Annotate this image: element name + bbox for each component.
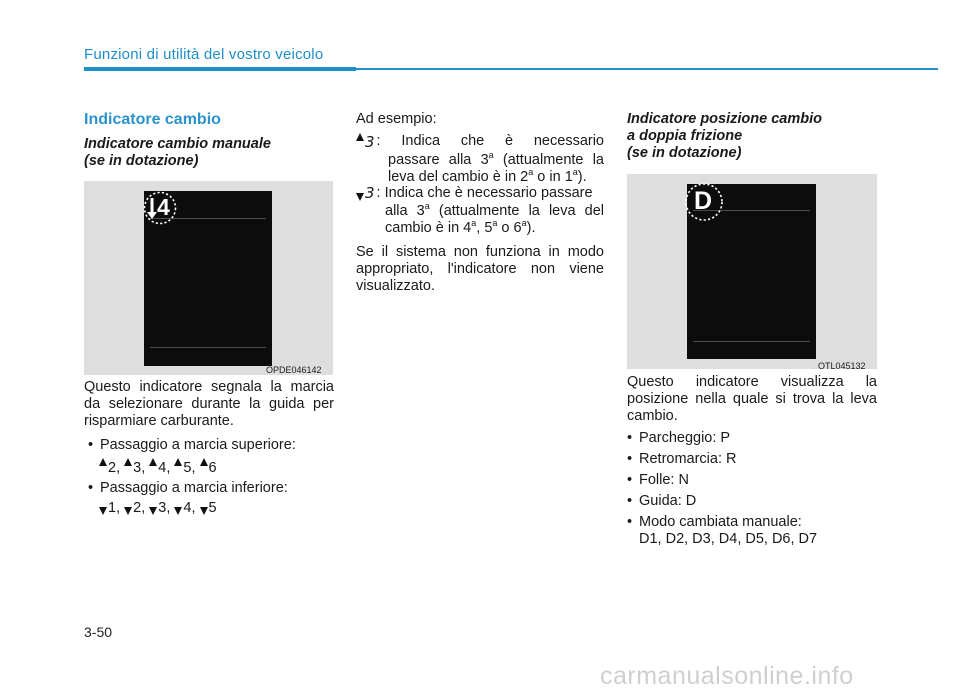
list-item-text: Modo cambiata manuale: [639, 514, 802, 530]
page-number: 3-50 [84, 624, 113, 640]
display-line [693, 341, 810, 342]
up-arrow-icon [124, 458, 132, 466]
text-part: leva del cambio è in 2 [388, 169, 529, 185]
example-symbol [356, 185, 375, 203]
example-line [356, 185, 604, 203]
down-arrow-icon [174, 507, 182, 515]
list-item-text: Guida: D [639, 493, 697, 509]
gear-item: 3, [133, 460, 146, 476]
example-line [356, 133, 604, 152]
text-line [356, 220, 604, 237]
bullet-downshift [88, 480, 288, 497]
list-item-text: Parcheggio: P [639, 430, 731, 446]
text-line [356, 169, 604, 186]
text-line: : Indica che è necessario passare [376, 185, 593, 201]
display-line [150, 347, 266, 348]
list-item [627, 430, 817, 447]
gear-symbol: 3 [365, 133, 375, 151]
text-part: (attualmente la [493, 152, 604, 168]
bullet-dot: • [627, 493, 633, 509]
up-arrow-icon [174, 458, 182, 466]
bullet-label: Passaggio a marcia superiore: [100, 437, 296, 453]
superscript: a [528, 167, 534, 178]
header-rule-thin [356, 68, 938, 70]
bullet-upshift [88, 437, 296, 454]
superscript: a [488, 150, 494, 161]
text-line: cambio. [627, 408, 678, 424]
text-line: : Indica che è necessario [376, 133, 604, 149]
header-rule-thick [84, 67, 356, 71]
list-item [627, 451, 817, 468]
down-arrow-icon [200, 507, 208, 515]
list-item-text: Folle: N [639, 472, 689, 488]
gear-item: 3, [158, 500, 171, 516]
list-item [627, 514, 817, 531]
position-list [627, 430, 817, 548]
up-arrow-icon [99, 458, 107, 466]
text-line: visualizzato. [356, 278, 435, 294]
text-line: da selezionare durante la guida per [84, 396, 334, 412]
down-arrow-icon [99, 507, 107, 515]
text-part: o in 1 [533, 169, 573, 185]
gear-item: 5 [208, 500, 217, 516]
text-line: posizione nella quale si trova la leva [627, 391, 877, 407]
text-part: o 6 [497, 220, 522, 236]
text-part: passare alla 3 [388, 152, 489, 168]
watermark: carmanualsonline.info [600, 662, 854, 690]
gear-letter: D [694, 187, 713, 215]
superscript: a [521, 218, 527, 229]
gear-number: 4 [157, 194, 170, 220]
example-label: Ad esempio: [356, 111, 437, 127]
superscript: a [424, 201, 430, 212]
superscript: a [572, 167, 578, 178]
subsection-title-dct [627, 111, 822, 162]
text-line [356, 203, 604, 220]
note-paragraph [356, 244, 604, 295]
gear-item: 6 [208, 460, 217, 476]
text-line: Questo indicatore segnala la marcia [84, 379, 334, 395]
bullet-label: Passaggio a marcia inferiore: [100, 480, 288, 496]
gear-item: 4, [158, 460, 171, 476]
section-title: Indicatore cambio [84, 111, 221, 128]
up-arrow-icon [356, 133, 364, 141]
down-arrow-icon [149, 507, 157, 515]
text-part: alla 3 [385, 203, 425, 219]
subtitle-line: Indicatore posizione cambio [627, 111, 822, 127]
bullet-dot: • [88, 437, 94, 453]
chapter-title: Funzioni di utilità del vostro veicolo [84, 46, 324, 63]
text-line: appropriato, l'indicatore non viene [356, 261, 604, 277]
down-arrow-icon [124, 507, 132, 515]
text-line: risparmiare carburante. [84, 413, 234, 429]
subtitle-line: Indicatore cambio manuale [84, 136, 271, 152]
down-arrow-icon [356, 193, 364, 201]
bullet-dot: • [88, 480, 94, 496]
gear-item: 2, [133, 500, 146, 516]
text-part: cambio è in 4 [385, 220, 472, 236]
text-part: , 5 [476, 220, 493, 236]
bullet-dot: • [627, 472, 633, 488]
bullet-dot: • [627, 514, 633, 530]
gear-item: 1, [108, 500, 121, 516]
subtitle-line: a doppia frizione [627, 128, 743, 144]
bullet-dot: • [627, 430, 633, 446]
downshift-gear-list [99, 500, 217, 517]
up-arrow-icon [200, 458, 208, 466]
subtitle-line: (se in dotazione) [84, 153, 199, 169]
text-part: (attualmente la leva del [429, 203, 605, 219]
text-line [356, 152, 604, 169]
manual-mode-values: D1, D2, D3, D4, D5, D6, D7 [639, 531, 818, 547]
gear-item: 2, [108, 460, 121, 476]
list-item [627, 493, 817, 510]
example-upshift [356, 133, 604, 186]
superscript: a [492, 218, 498, 229]
gear-item: 4, [183, 500, 196, 516]
upshift-gear-list [99, 458, 217, 477]
description [84, 379, 334, 430]
example-symbol [356, 133, 375, 152]
description-dct [627, 374, 877, 425]
example-downshift [356, 185, 604, 237]
list-item-text: Retromarcia: R [639, 451, 737, 467]
text-line: Questo indicatore visualizza la [627, 374, 877, 390]
text-line: Se il sistema non funziona in modo [356, 244, 604, 260]
up-arrow-icon [149, 458, 157, 466]
figure-code: OPDE046142 [266, 365, 322, 375]
gear-symbol: 3 [365, 184, 375, 202]
figure-code: OTL045132 [818, 361, 866, 371]
figure-dct-position [627, 174, 877, 369]
text-part: ). [577, 169, 587, 185]
list-item [627, 472, 817, 489]
gear-item: 5, [183, 460, 196, 476]
subsection-title [84, 136, 271, 170]
text-part: ). [526, 220, 536, 236]
bullet-dot: • [627, 451, 633, 467]
figure-manual-shift [84, 181, 333, 375]
superscript: a [471, 218, 477, 229]
subtitle-line: (se in dotazione) [627, 145, 742, 161]
